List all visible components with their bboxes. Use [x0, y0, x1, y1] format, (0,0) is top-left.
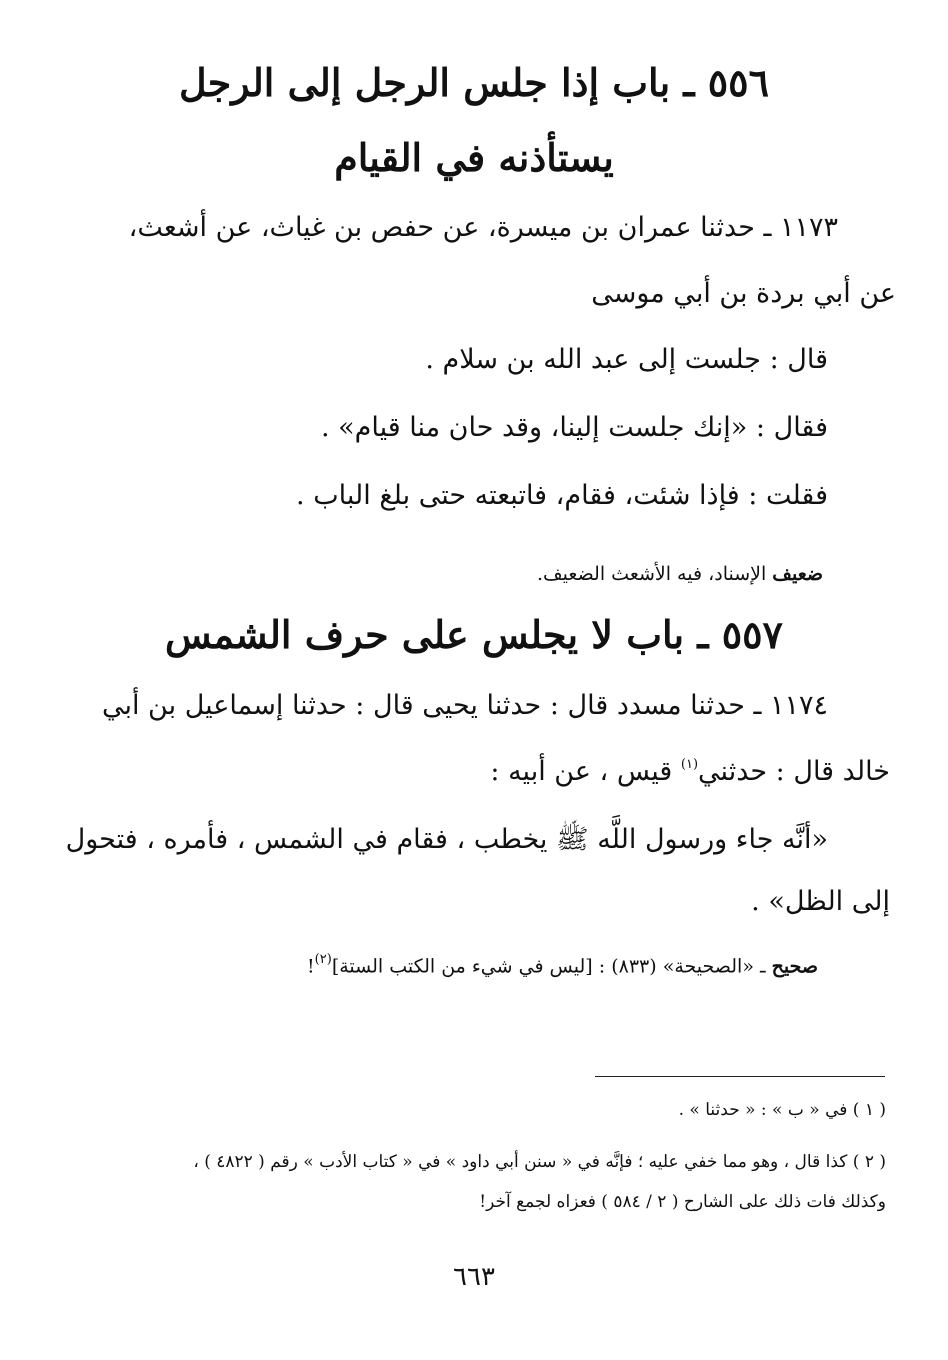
- hadith-1173-line2: عن أبي بردة بن أبي موسى: [591, 278, 896, 309]
- chapter-556-title-line2: يستأذنه في القيام: [334, 135, 614, 180]
- footnote-2-line2: وكذلك فات ذلك على الشارح ( ٢ / ٥٨٤ ) فعزاه لجمع آخر!: [479, 1192, 886, 1212]
- hadith-1173-line4: فقال : «إنك جلست إلينا، وقد حان منا قيام» .: [320, 412, 828, 443]
- grade-label: ضعيف: [772, 563, 823, 585]
- hadith-1173-grade: [537, 563, 823, 585]
- page-number: ٦٦٣: [453, 1262, 495, 1292]
- chapter-557-title: ٥٥٧ ـ باب لا يجلس على حرف الشمس: [165, 612, 783, 657]
- hadith-1174-line4: إلى الظل» .: [751, 886, 890, 917]
- footnote-ref-2: (٢): [314, 952, 332, 967]
- footnote-separator: [595, 1076, 885, 1077]
- hadith-1174-line2: [490, 756, 890, 787]
- grade-note: ـ «الصحيحة» (٨٣٣) : [ليس في شيء من الكتب الستة]: [331, 955, 772, 978]
- chapter-556-title-line1: ٥٥٦ ـ باب إذا جلس الرجل إلى الرجل: [178, 60, 769, 105]
- footnote-ref-1: (١): [680, 757, 699, 772]
- hadith-1174-line1: ١١٧٤ ـ حدثنا مسدد قال : حدثنا يحيى قال : حدثنا إسماعيل بن أبي: [101, 690, 828, 721]
- footnote-2-line1: ( ٢ ) كذا قال ، وهو مما خفي عليه ؛ فإنَّه في « سنن أبي داود » في « كتاب الأدب » رقم ( ٤٨٢٢ ) ،: [193, 1152, 886, 1172]
- footnote-1: ( ١ ) في « ب » : « حدثنا » .: [678, 1100, 886, 1120]
- hadith-1174-line3: «أنَّه جاء ورسول اللَّه ﷺ يخطب ، فقام في الشمس ، فأمره ، فتحول: [65, 824, 828, 855]
- hadith-1174-line2-start: خالد قال : حدثني: [698, 756, 890, 787]
- hadith-1173-line5: فقلت : فإذا شئت، فقام، فاتبعته حتى بلغ الباب .: [296, 480, 828, 511]
- hadith-1174-grade: [307, 954, 818, 977]
- grade-note: الإسناد، فيه الأشعث الضعيف.: [536, 563, 773, 585]
- hadith-1174-line2-end: قيس ، عن أبيه :: [490, 756, 681, 787]
- grade-end: !: [307, 955, 315, 978]
- hadith-1173-line3: قال : جلست إلى عبد الله بن سلام .: [425, 344, 828, 375]
- hadith-1173-line1: ١١٧٣ ـ حدثنا عمران بن ميسرة، عن حفص بن غياث، عن أشعث،: [128, 212, 838, 243]
- grade-label: صحيح: [771, 955, 818, 978]
